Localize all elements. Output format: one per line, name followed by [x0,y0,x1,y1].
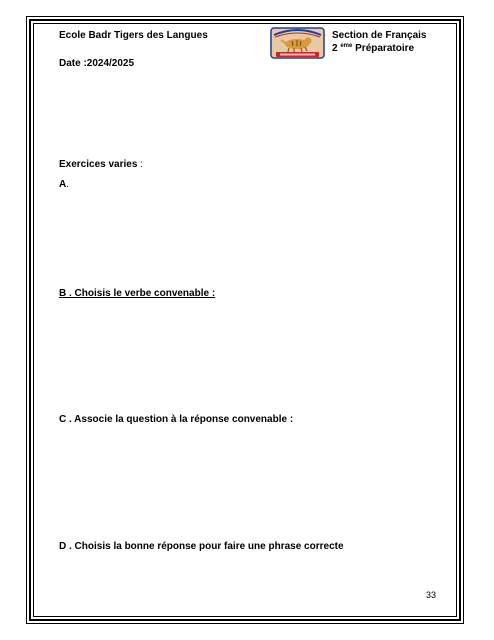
section-a-heading [59,179,69,191]
page-border-inner [33,23,457,617]
grade-superscript: eme [340,43,353,49]
exercises-title-text: Exercices varies [59,159,138,170]
school-name: Ecole Badr Tigers des Langues [59,30,208,41]
section-c-heading: C . Associe la question à la réponse convenable : [59,414,294,425]
section-a-dot: . [66,179,70,190]
department-name: Section de Français [332,30,427,41]
school-crest-icon [270,27,325,59]
section-d-heading: D . Choisis la bonne réponse pour faire une phrase correcte [59,541,344,552]
page-number: 33 [426,590,437,600]
grade-label: Préparatoire [355,43,415,54]
exercises-title [59,159,143,171]
section-a-letter: A [59,179,67,190]
exercises-title-colon: : [140,159,143,170]
grade-level [332,43,414,55]
grade-number: 2 [332,43,338,54]
school-year: Date :2024/2025 [59,58,135,69]
section-b-heading: B . Choisis le verbe convenable : [59,288,216,299]
